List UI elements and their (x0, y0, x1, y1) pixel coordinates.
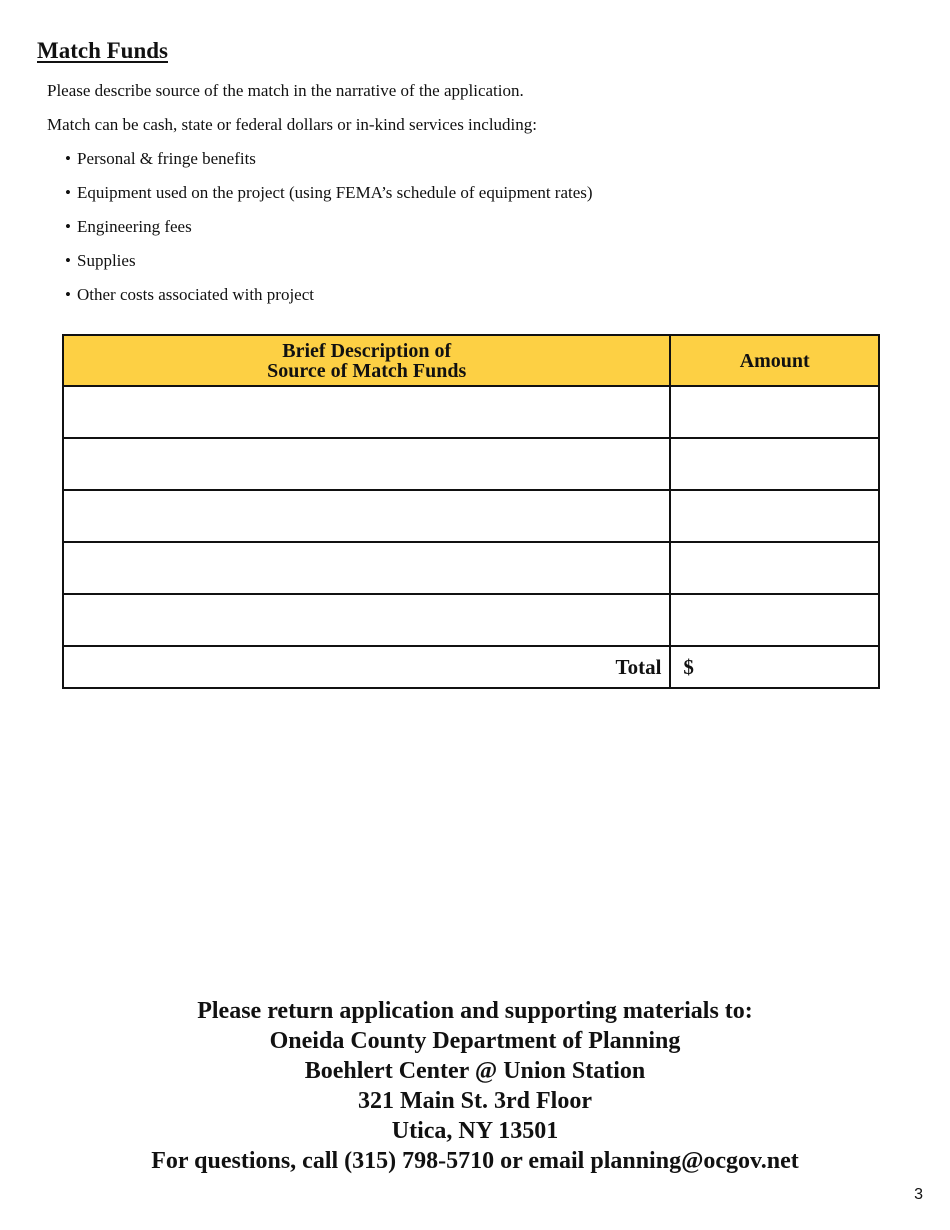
list-item (65, 182, 593, 216)
table-row (63, 594, 879, 646)
list-item (65, 148, 593, 182)
footer-line-street: 321 Main St. 3rd Floor (358, 1088, 592, 1114)
amount-cell[interactable] (670, 386, 879, 438)
total-label: Total (63, 646, 670, 688)
amount-column-header: Amount (670, 335, 879, 386)
description-header-line-1: Brief Description of (282, 339, 452, 362)
bullet-icon: • (65, 183, 71, 202)
bullet-icon: • (65, 251, 71, 270)
description-column-header (63, 335, 670, 386)
amount-cell[interactable] (670, 438, 879, 490)
table-row (63, 438, 879, 490)
footer-line-department: Oneida County Department of Planning (269, 1028, 681, 1054)
intro-line-2: Match can be cash, state or federal dollars or in-kind services including: (47, 115, 537, 134)
footer-line-city: Utica, NY 13501 (391, 1118, 559, 1144)
total-row (63, 646, 879, 688)
table-row (63, 490, 879, 542)
bullet-icon: • (65, 285, 71, 304)
list-item-text: Equipment used on the project (using FEMA’s schedule of equipment rates) (77, 183, 593, 202)
footer-line-return: Please return application and supporting materials to: (197, 998, 753, 1024)
bullet-icon: • (65, 217, 71, 236)
description-cell[interactable] (63, 490, 670, 542)
description-cell[interactable] (63, 594, 670, 646)
list-item-text: Personal & fringe benefits (77, 149, 256, 168)
table-header-row (63, 335, 879, 386)
bullet-icon: • (65, 149, 71, 168)
description-header-line-2: Source of Match Funds (267, 359, 467, 382)
amount-cell[interactable] (670, 542, 879, 594)
footer-line-building: Boehlert Center @ Union Station (304, 1058, 646, 1084)
list-item (65, 216, 593, 250)
total-amount-field[interactable]: $ (670, 646, 879, 688)
amount-cell[interactable] (670, 490, 879, 542)
match-funds-table (62, 334, 880, 689)
section-title: Match Funds (37, 38, 168, 63)
list-item (65, 250, 593, 284)
list-item (65, 284, 593, 318)
description-cell[interactable] (63, 542, 670, 594)
intro-line-1: Please describe source of the match in the narrative of the application. (47, 81, 524, 100)
list-item-text: Other costs associated with project (77, 285, 314, 304)
list-item-text: Engineering fees (77, 217, 192, 236)
footer-line-contact: For questions, call (315) 798-5710 or email planning@ocgov.net (151, 1148, 799, 1174)
description-cell[interactable] (63, 386, 670, 438)
table-row (63, 542, 879, 594)
description-cell[interactable] (63, 438, 670, 490)
page-number: 3 (914, 1186, 923, 1203)
match-types-list (65, 148, 593, 318)
list-item-text: Supplies (77, 251, 136, 270)
amount-cell[interactable] (670, 594, 879, 646)
table-row (63, 386, 879, 438)
return-instructions (0, 996, 950, 1176)
